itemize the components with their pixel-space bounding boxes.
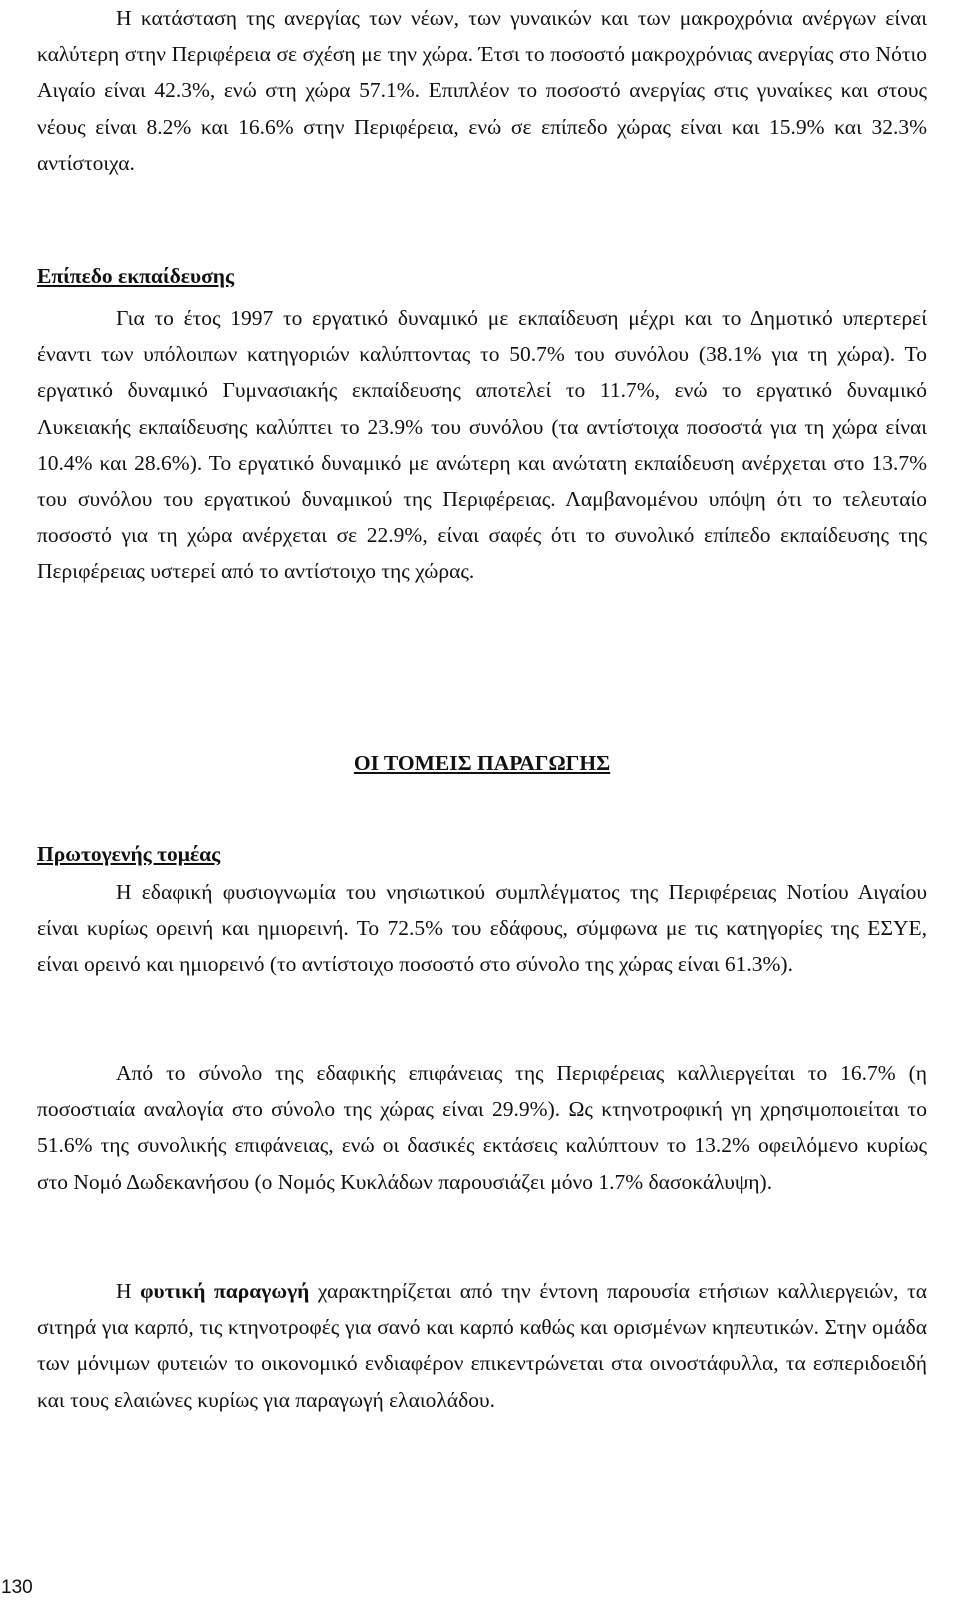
primary-paragraph-crop-production bbox=[37, 1273, 927, 1418]
page-number: 130 bbox=[1, 1577, 33, 1598]
primary-sector-heading: Πρωτογενής τομέας bbox=[37, 842, 221, 866]
crop-rest-text: χαρακτηρίζεται από την έντονη παρουσία ετήσιων καλλιεργειών, τα σιτηρά για καρπό, τις κτηνοτροφές για σανό και καρπό καθώς και ορισμένων κηπευτικών. Στην ομάδα των μόνιμων φυτειών το οικονομικό ενδιαφέρον επικεντρώνεται στα οινοστάφυλλα, τα εσπεριδοειδή και τους ελαιώνες κυρίως για παραγωγή ελαιολάδου. bbox=[37, 1279, 928, 1412]
education-paragraph: Για το έτος 1997 το εργατικό δυναμικό με εκπαίδευση μέχρι και το Δημοτικό υπερτερεί έναντι των υπόλοιπων κατηγοριών καλύπτοντας το 50.7% του συνόλου (38.1% για τη χώρα). Το εργατικό δυναμικό Γυμνασιακής εκπαίδευσης αποτελεί το 11.7%, ενώ το εργατικό δυναμικό Λυκειακής εκπαίδευσης καλύπτει το 23.9% του συνόλου (τα αντίστοιχα ποσοστά για τη χώρα είναι 10.4% και 28.6%). Το εργατικό δυναμικό με ανώτερη και ανώτατη εκπαίδευση ανέρχεται στο 13.7% του συνόλου του εργατικού δυναμικού της Περιφέρειας. Λαμβανομένου υπόψη ότι το τελευταίο ποσοστό για τη χώρα ανέρχεται σε 22.9%, είναι σαφές ότι το συνολικό επίπεδο εκπαίδευσης της Περιφέρειας υστερεί από το αντίστοιχο της χώρας. bbox=[37, 306, 927, 584]
education-heading: Επίπεδο εκπαίδευσης bbox=[37, 264, 235, 288]
primary-paragraph-land-use: Από το σύνολο της εδαφικής επιφάνειας της Περιφέρειας καλλιεργείται το 16.7% (η ποσοστιαία αναλογία στο σύνολο της χώρας είναι 29.9%). Ως κτηνοτροφική γη χρησιμοποιείται το 51.6% της συνολικής επιφάνειας, ενώ οι δασικές εκτάσεις καλύπτουν το 13.2% οφειλόμενο κυρίως στο Νομό Δωδεκανήσου (ο Νομός Κυκλάδων παρουσιάζει μόνο 1.7% δασοκάλυψη). bbox=[37, 1061, 927, 1194]
sectors-heading: ΟΙ ΤΟΜΕΙΣ ΠΑΡΑΓΩΓΗΣ bbox=[353, 751, 611, 775]
crop-production-emphasis: φυτική παραγωγή bbox=[140, 1279, 310, 1303]
primary-paragraph-terrain: Η εδαφική φυσιογνωμία του νησιωτικού συμπλέγματος της Περιφέρειας Νοτίου Αιγαίου είναι κυρίως ορεινή και ημιορεινή. Το 72.5% του εδάφους, σύμφωνα με τις κατηγορίες της ΕΣΥΕ, είναι ορεινό και ημιορεινό (το αντίστοιχο ποσοστό στο σύνολο της χώρας είναι 61.3%). bbox=[37, 880, 927, 977]
unemployment-paragraph: Η κατάσταση της ανεργίας των νέων, των γυναικών και των μακροχρόνια ανέργων είναι καλύτερη στην Περιφέρεια σε σχέση με την χώρα. Έτσι το ποσοστό μακροχρόνιας ανεργίας στο Νότιο Αιγαίο είναι 42.3%, ενώ στη χώρα 57.1%. Επιπλέον το ποσοστό ανεργίας στις γυναίκες και στους νέους είναι 8.2% και 16.6% στην Περιφέρεια, ενώ σε επίπεδο χώρας είναι και 15.9% και 32.3% αντίστοιχα. bbox=[37, 6, 927, 175]
crop-lead-text: Η bbox=[116, 1279, 141, 1303]
